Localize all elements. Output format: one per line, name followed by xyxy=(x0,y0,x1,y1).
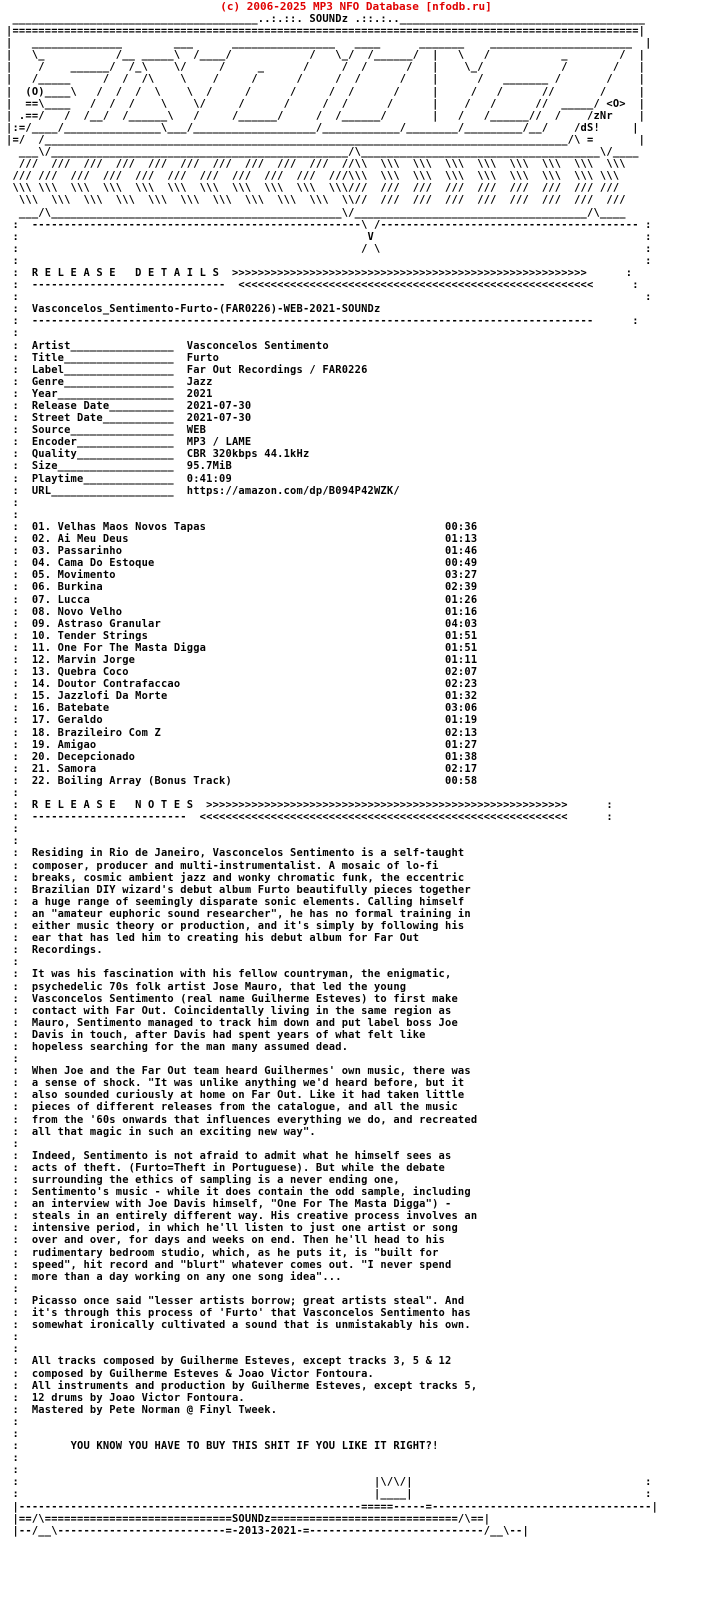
nfo-document xyxy=(6,13,658,1537)
detail-value-artist: Vasconcelos Sentimento xyxy=(186,339,329,352)
notes-text: contact with Far Out. Coincidentally living in the same region as xyxy=(31,1004,452,1017)
notes-line: : speed", hit record and "blurt" whatever comes out. "I never spend xyxy=(6,1258,452,1271)
notes-line: : hopeless searching for the man many assumed dead. xyxy=(6,1040,349,1053)
footer-rule: |-----------------------------------------------------=====-----=----------------------------------| xyxy=(6,1500,659,1513)
track-row: : 07. Lucca 01:26 xyxy=(6,593,478,606)
notes-line: : Picasso once said "lesser artists borrow; great artists steal". And xyxy=(6,1294,465,1307)
track-time: 03:06 xyxy=(445,702,478,715)
detail-row-release-date: : Release Date__________ 2021-07-30 xyxy=(6,400,252,412)
notes-line: : ear that has led him to creating his debut album for Far Out xyxy=(6,932,420,945)
track-time: 02:23 xyxy=(445,678,478,691)
track-title: 07. Lucca xyxy=(31,593,90,606)
detail-row-year: : Year__________________ 2021 xyxy=(6,387,213,400)
track-title: 13. Quebra Coco xyxy=(31,666,129,679)
ascii-art-line: ___/\_____________________________________________\/____________________________________/\____ xyxy=(6,206,626,219)
detail-row-street-date: : Street Date___________ 2021-07-30 xyxy=(6,412,252,425)
notes-text: surrounding the ethics of sampling is a never ending one, xyxy=(31,1174,400,1186)
track-time: 02:39 xyxy=(445,581,478,594)
detail-value-title: Furto xyxy=(186,351,220,364)
notes-text: it's through this process of 'Furto' that Vasconcelos Sentimento has xyxy=(31,1307,471,1320)
spacer-line: : xyxy=(6,1343,19,1356)
ascii-art-line: \\\ \\\ \\\ \\\ \\\ \\\ \\\ \\\ \\\ \\\ \\\/// /// /// /// /// /// /// /// /// xyxy=(6,182,620,195)
detail-row-label: : Label_________________ Far Out Recordings / FAR0226 xyxy=(6,363,368,376)
track-title: 18. Brazileiro Com Z xyxy=(31,726,161,739)
notes-text: pieces of different releases from the catalogue, and all the music xyxy=(31,1101,458,1114)
track-time: 03:27 xyxy=(445,569,478,582)
credits-line: : 12 drums by Joao Victor Fontoura. xyxy=(6,1391,245,1404)
ascii-art-line: ______________________________________..:.::. SOUNDz .::.:..______________________________________ xyxy=(6,13,646,25)
notes-text: speed", hit record and "blurt" whatever comes out. "I never spend xyxy=(31,1258,452,1271)
spacer-line: : xyxy=(6,1331,19,1344)
section-heading-release-details: : R E L E A S E D E T A I L S >>>>>>>>>>>>>>>>>>>>>>>>>>>>>>>>>>>>>>>>>>>>>>>>>>>>>>> : xyxy=(6,266,633,279)
credits-text: All tracks composed by Guilherme Esteves, except tracks 3, 5 & 12 xyxy=(31,1355,452,1368)
notes-line: : Davis in touch, after Davis had spent years of what felt like xyxy=(6,1028,426,1041)
spacer-line: : xyxy=(6,1427,19,1440)
track-title: 01. Velhas Maos Novos Tapas xyxy=(31,520,207,533)
ascii-art-line: : V : xyxy=(6,230,652,243)
ascii-art-line: | ______________ ___ ________________ ____ _______ ______________________ | xyxy=(6,37,652,50)
credits-text: 12 drums by Joao Victor Fontoura. xyxy=(31,1391,245,1404)
ascii-art-line: : / \ : xyxy=(6,242,652,255)
release-name-line: : Vasconcelos_Sentimento-Furto-(FAR0226)-WEB-2021-SOUNDz xyxy=(6,303,381,316)
spacer-line: : xyxy=(6,1053,19,1066)
detail-value-size: 95.7MiB xyxy=(186,460,232,473)
notes-line: : a sense of shock. "It was unlike anything we'd heard before, but it xyxy=(6,1077,465,1090)
notes-text: Recordings. xyxy=(31,944,103,957)
track-title: 16. Batebate xyxy=(31,702,110,715)
detail-value-street-date: 2021-07-30 xyxy=(186,412,252,425)
notes-line: : a huge range of seemingly disparate sonic elements. Calling himself xyxy=(6,895,465,908)
track-time: 01:46 xyxy=(445,545,478,558)
footer-brand-line: |==/\=============================SOUNDz=============================/\==| xyxy=(6,1512,491,1525)
notes-text: steals in an entirely different way. His creative process involves an xyxy=(31,1210,478,1223)
track-time: 01:26 xyxy=(445,593,478,606)
track-time: 02:17 xyxy=(445,762,478,775)
notes-line: : also sounded curiously at home on Far Out. Like it had taken little xyxy=(6,1089,465,1102)
detail-value-source: WEB xyxy=(186,424,207,437)
detail-row-playtime: : Playtime______________ 0:41:09 xyxy=(6,472,232,485)
track-row: : 15. Jazzlofi Da Morte 01:32 xyxy=(6,690,478,703)
track-time: 04:03 xyxy=(445,617,478,630)
notes-text: an "amateur euphoric sound researcher", he has no formal training in xyxy=(31,907,471,920)
notes-text: intensive period, in which he'll listen to just one artist or song xyxy=(31,1222,458,1235)
notes-line: : Mauro, Sentimento managed to track him down and put label boss Joe xyxy=(6,1016,458,1029)
track-row: : 18. Brazileiro Com Z 02:13 xyxy=(6,726,478,739)
spacer-line: : xyxy=(6,1464,19,1477)
detail-row-size: : Size__________________ 95.7MiB xyxy=(6,460,232,473)
notes-text: psychedelic 70s folk artist Jose Mauro, that led the young xyxy=(31,980,407,993)
spacer-line: : xyxy=(6,1137,19,1150)
track-row: : 22. Boiling Array (Bonus Track) 00:58 xyxy=(6,774,478,787)
spacer-line: : xyxy=(6,787,19,799)
notes-text: over and over, for days and weeks on end. Then he'll head to his xyxy=(31,1234,445,1247)
ascii-art-line: : |\/\/| : xyxy=(6,1476,652,1489)
ascii-art-line: | \_ /__ _____\ /____/ / \_/ /______/ | \ / _ / | xyxy=(6,49,646,62)
track-row: : 08. Novo Velho 01:16 xyxy=(6,605,478,618)
track-title: 17. Geraldo xyxy=(31,714,103,727)
track-title: 19. Amigao xyxy=(31,738,97,751)
credits-text: composed by Guilherme Esteves & Joao Victor Fontoura. xyxy=(31,1367,374,1380)
track-row: : 03. Passarinho 01:46 xyxy=(6,545,478,558)
notes-line: : steals in an entirely different way. His creative process involves an xyxy=(6,1210,478,1223)
track-time: 01:51 xyxy=(445,629,478,642)
notes-text: Sentimento's music - while it does contain the odd sample, including xyxy=(31,1186,471,1199)
slogan-line: : YOU KNOW YOU HAVE TO BUY THIS SHIT IF YOU LIKE IT RIGHT?! xyxy=(6,1440,439,1453)
credits-line: : composed by Guilherme Esteves & Joao Victor Fontoura. xyxy=(6,1367,374,1380)
notes-line: : Vasconcelos Sentimento (real name Guilherme Esteves) to first make xyxy=(6,992,458,1005)
detail-row-artist: : Artist________________ Vasconcelos Sentimento xyxy=(6,339,329,352)
notes-line: : When Joe and the Far Out team heard Guilhermes' own music, there was xyxy=(6,1065,471,1078)
credits-line: : All tracks composed by Guilherme Esteves, except tracks 3, 5 & 12 xyxy=(6,1355,452,1368)
track-time: 01:51 xyxy=(445,641,478,654)
detail-value-year: 2021 xyxy=(186,387,213,400)
detail-value-genre: Jazz xyxy=(186,375,213,388)
notes-line: : it's through this process of 'Furto' that Vasconcelos Sentimento has xyxy=(6,1307,471,1320)
spacer-line: : xyxy=(6,1415,19,1428)
section-rule: : ------------------------------ <<<<<<<<<<<<<<<<<<<<<<<<<<<<<<<<<<<<<<<<<<<<<<<<<<<<<<< : xyxy=(6,279,639,292)
track-title: 03. Passarinho xyxy=(31,545,123,558)
spacer-line: : xyxy=(6,327,19,340)
notes-text: Residing in Rio de Janeiro, Vasconcelos Sentimento is a self-taught xyxy=(31,847,465,860)
footer-brand: SOUNDz xyxy=(231,1512,271,1525)
notes-line: : either music theory or production, and it's simply by following his xyxy=(6,920,465,933)
notes-text: hopeless searching for the man many assumed dead. xyxy=(31,1040,349,1053)
track-time: 02:13 xyxy=(445,726,478,739)
notes-line: : Residing in Rio de Janeiro, Vasconcelos Sentimento is a self-taught xyxy=(6,847,465,860)
ascii-art-line: |=/ /_________________________________________________________________________________/\ = | xyxy=(6,133,646,146)
footer-years-line: |--/__\--------------------------=-2013-2021-=---------------------------/__\--| xyxy=(6,1524,529,1537)
detail-row-genre: : Genre_________________ Jazz xyxy=(6,375,213,388)
section-heading-release-notes: : R E L E A S E N O T E S >>>>>>>>>>>>>>>>>>>>>>>>>>>>>>>>>>>>>>>>>>>>>>>>>>>>>>>> : xyxy=(6,799,613,812)
notes-line: : It was his fascination with his fellow countryman, the enigmatic, xyxy=(6,968,452,981)
notes-text: from the '60s onwards that influences everything we do, and recreated xyxy=(31,1113,478,1126)
track-row: : 14. Doutor Contrafaccao 02:23 xyxy=(6,678,478,691)
track-title: 20. Decepcionado xyxy=(31,750,136,763)
track-title: 05. Movimento xyxy=(31,569,116,582)
notes-text: acts of theft. (Furto=Theft in Portuguese). But while the debate xyxy=(31,1161,445,1174)
track-time: 01:38 xyxy=(445,750,478,763)
detail-value-label: Far Out Recordings / FAR0226 xyxy=(186,363,368,376)
track-row: : 21. Samora 02:17 xyxy=(6,762,478,775)
track-title: 06. Burkina xyxy=(31,581,103,594)
ascii-art-line: | ==\____ / / / \ \/ / / / / / | / / // _____/ <O> | xyxy=(6,97,646,110)
track-title: 09. Astraso Granular xyxy=(31,617,161,630)
spacer-line: : xyxy=(6,956,19,969)
ascii-art-line: | /_____ / / /\ \ / / / / / / | / _______ / / | xyxy=(6,73,646,86)
notes-line: : over and over, for days and weeks on end. Then he'll head to his xyxy=(6,1234,445,1247)
spacer-line: : xyxy=(6,823,19,836)
ascii-art-line: /// /// /// /// /// /// /// /// /// /// //\\ \\\ \\\ \\\ \\\ \\\ \\\ \\\ \\\ xyxy=(6,158,626,171)
notes-line: : from the '60s onwards that influences everything we do, and recreated xyxy=(6,1113,478,1126)
track-time: 01:16 xyxy=(445,605,478,618)
track-time: 02:07 xyxy=(445,666,478,679)
notes-text: more than a day working on any one song idea"... xyxy=(31,1270,342,1283)
ascii-art-line: : |____| : xyxy=(6,1488,652,1501)
copyright-notice: (c) 2006-2025 MP3 NFO Database [nfodb.ru] xyxy=(220,0,492,13)
ascii-art-line: : ---------------------------------------------------\ /---------------------------------------- : xyxy=(6,218,652,231)
notes-text: all that magic in such an exciting new way". xyxy=(31,1125,316,1138)
notes-line: : Recordings. xyxy=(6,944,103,957)
notes-line: : composer, producer and multi-instrumentalist. A mosaic of lo-fi xyxy=(6,859,439,872)
slogan: YOU KNOW YOU HAVE TO BUY THIS SHIT IF YOU LIKE IT RIGHT?! xyxy=(70,1440,439,1453)
footer-years: 2013-2021 xyxy=(238,1524,297,1537)
ascii-art-line: /// /// /// /// /// /// /// /// /// /// ///\\\ \\\ \\\ \\\ \\\ \\\ \\\ \\\ \\\ xyxy=(6,170,620,183)
notes-line: : Sentimento's music - while it does contain the odd sample, including xyxy=(6,1186,471,1199)
track-row: : 01. Velhas Maos Novos Tapas 00:36 xyxy=(6,520,478,533)
notes-line: : surrounding the ethics of sampling is a never ending one, xyxy=(6,1174,400,1186)
notes-text: Indeed, Sentimento is not afraid to admit what he himself sees as xyxy=(31,1149,452,1162)
track-title: 10. Tender Strings xyxy=(31,629,149,642)
notes-text: an interview with Joe Davis himself, "One For The Masta Digga") - xyxy=(31,1198,452,1211)
credits-line: : Mastered by Pete Norman @ Finyl Tweek. xyxy=(6,1403,278,1416)
ascii-art-line: |:=/____/_______________\___/___________________/____________/________/_________/__/ /dS! | xyxy=(6,121,639,134)
track-time: 01:11 xyxy=(445,653,478,666)
track-row: : 12. Marvin Jorge 01:11 xyxy=(6,653,478,666)
detail-value-release-date: 2021-07-30 xyxy=(186,400,252,412)
notes-text: a sense of shock. "It was unlike anything we'd heard before, but it xyxy=(31,1077,465,1090)
track-title: 22. Boiling Array (Bonus Track) xyxy=(31,774,232,787)
notes-line: : pieces of different releases from the catalogue, and all the music xyxy=(6,1101,458,1114)
track-title: 11. One For The Masta Digga xyxy=(31,641,207,654)
notes-line: : all that magic in such an exciting new way". xyxy=(6,1125,316,1138)
notes-line: : more than a day working on any one song idea"... xyxy=(6,1270,342,1283)
notes-text: It was his fascination with his fellow countryman, the enigmatic, xyxy=(31,968,452,981)
detail-row-source: : Source________________ WEB xyxy=(6,424,207,437)
credits-line: : All instruments and production by Guilherme Esteves, except tracks 5, xyxy=(6,1379,478,1392)
track-time: 01:19 xyxy=(445,714,478,727)
notes-line: : psychedelic 70s folk artist Jose Mauro, that led the young xyxy=(6,980,407,993)
track-row: : 13. Quebra Coco 02:07 xyxy=(6,666,478,679)
detail-row-encoder: : Encoder_______________ MP3 / LAME xyxy=(6,436,252,449)
track-row: : 02. Ai Meu Deus 01:13 xyxy=(6,533,478,546)
track-row: : 19. Amigao 01:27 xyxy=(6,738,478,751)
notes-line: : somewhat ironically cultivated a sound that is unmistakably his own. xyxy=(6,1319,471,1332)
ascii-art-line: |=================================================================================================| xyxy=(6,25,646,38)
notes-line: : rudimentary bedroom studio, which, as he puts it, is "built for xyxy=(6,1246,439,1259)
ascii-art-line: \\\ \\\ \\\ \\\ \\\ \\\ \\\ \\\ \\\ \\\ \\// /// /// /// /// /// /// /// /// xyxy=(6,194,626,207)
track-title: 21. Samora xyxy=(31,762,97,775)
track-title: 08. Novo Velho xyxy=(31,605,123,618)
notes-text: Davis in touch, after Davis had spent years of what felt like xyxy=(31,1028,426,1041)
ascii-art-line: : : xyxy=(6,254,652,267)
notes-text: Picasso once said "lesser artists borrow; great artists steal". And xyxy=(31,1294,465,1307)
notes-text: When Joe and the Far Out team heard Guilhermes' own music, there was xyxy=(31,1065,471,1078)
ascii-art-line: | .==/ / /__/ /______\ / /______/ / /______/ | / /______// / /zNr | xyxy=(6,109,646,122)
track-time: 00:58 xyxy=(445,774,478,787)
notes-line: : contact with Far Out. Coincidentally living in the same region as xyxy=(6,1004,452,1017)
notes-line: : an "amateur euphoric sound researcher", he has no formal training in xyxy=(6,907,471,920)
spacer-line: : xyxy=(6,835,19,848)
notes-text: Brazilian DIY wizard's debut album Furto beautifully pieces together xyxy=(31,883,471,896)
spacer-line: : : xyxy=(6,291,652,304)
ascii-art-line: ___\/______________________________________________/\_____________________________________\/____ xyxy=(6,146,639,159)
track-row: : 11. One For The Masta Digga 01:51 xyxy=(6,641,478,654)
track-row: : 17. Geraldo 01:19 xyxy=(6,714,478,727)
track-row: : 16. Batebate 03:06 xyxy=(6,702,478,715)
detail-row-url: : URL___________________ https://amazon.com/dp/B094P42WZK/ xyxy=(6,484,400,497)
track-row: : 20. Decepcionado 01:38 xyxy=(6,750,478,763)
notes-text: also sounded curiously at home on Far Out. Like it had taken little xyxy=(31,1089,465,1102)
notes-text: Mauro, Sentimento managed to track him down and put label boss Joe xyxy=(31,1016,458,1029)
track-title: 14. Doutor Contrafaccao xyxy=(31,678,181,691)
track-row: : 04. Cama Do Estoque 00:49 xyxy=(6,557,478,570)
track-time: 00:36 xyxy=(445,520,478,533)
notes-line: : intensive period, in which he'll listen to just one artist or song xyxy=(6,1222,458,1235)
notes-text: somewhat ironically cultivated a sound that is unmistakably his own. xyxy=(31,1319,471,1332)
track-row: : 09. Astraso Granular 04:03 xyxy=(6,617,478,630)
section-rule: : ------------------------ <<<<<<<<<<<<<<<<<<<<<<<<<<<<<<<<<<<<<<<<<<<<<<<<<<<<<<<<< : xyxy=(6,811,613,824)
track-row: : 05. Movimento 03:27 xyxy=(6,569,478,582)
spacer-line: : xyxy=(6,496,19,509)
track-row: : 06. Burkina 02:39 xyxy=(6,581,478,594)
notes-text: either music theory or production, and it's simply by following his xyxy=(31,920,465,933)
spacer-line: : xyxy=(6,508,19,521)
credits-text: All instruments and production by Guilherme Esteves, except tracks 5, xyxy=(31,1379,478,1392)
track-row: : 10. Tender Strings 01:51 xyxy=(6,629,478,642)
notes-text: a huge range of seemingly disparate sonic elements. Calling himself xyxy=(31,895,465,908)
track-title: 04. Cama Do Estoque xyxy=(31,557,155,570)
track-time: 01:13 xyxy=(445,533,478,546)
ascii-art-line: | (O)____\ / / / \ \ / / / / / / | / / // / | xyxy=(6,85,646,98)
notes-text: Vasconcelos Sentimento (real name Guilherme Esteves) to first make xyxy=(31,992,458,1005)
ascii-art-line: | / ______/ /_\ \/ / _ / / / / | \_/ / / | xyxy=(6,61,646,74)
release-name: Vasconcelos_Sentimento-Furto-(FAR0226)-WEB-2021-SOUNDz xyxy=(31,303,381,316)
spacer-line: : xyxy=(6,1452,19,1465)
notes-line: : Indeed, Sentimento is not afraid to admit what he himself sees as xyxy=(6,1149,452,1162)
notes-line: : breaks, cosmic ambient jazz and wonky chromatic funk, the eccentric xyxy=(6,871,465,884)
nfo-text-lines xyxy=(6,13,658,1537)
notes-text: rudimentary bedroom studio, which, as he puts it, is "built for xyxy=(31,1246,439,1259)
detail-value-quality: CBR 320kbps 44.1kHz xyxy=(186,448,310,461)
detail-value-encoder: MP3 / LAME xyxy=(186,436,252,449)
notes-line: : an interview with Joe Davis himself, "One For The Masta Digga") - xyxy=(6,1198,452,1211)
track-time: 01:32 xyxy=(445,690,478,703)
track-title: 12. Marvin Jorge xyxy=(31,653,136,666)
detail-value-playtime: 0:41:09 xyxy=(186,472,232,485)
detail-row-quality: : Quality_______________ CBR 320kbps 44.1kHz xyxy=(6,448,310,461)
credits-text: Mastered by Pete Norman @ Finyl Tweek. xyxy=(31,1403,278,1416)
track-title: 02. Ai Meu Deus xyxy=(31,533,129,546)
notes-text: ear that has led him to creating his debut album for Far Out xyxy=(31,932,420,945)
detail-row-title: : Title_________________ Furto xyxy=(6,351,220,364)
track-time: 00:49 xyxy=(445,557,478,570)
track-title: 15. Jazzlofi Da Morte xyxy=(31,690,168,703)
notes-line: : acts of theft. (Furto=Theft in Portuguese). But while the debate xyxy=(6,1161,445,1174)
notes-text: composer, producer and multi-instrumentalist. A mosaic of lo-fi xyxy=(31,859,439,872)
detail-value-url: https://amazon.com/dp/B094P42WZK/ xyxy=(186,484,400,497)
spacer-line: : xyxy=(6,1282,19,1295)
notes-line: : Brazilian DIY wizard's debut album Furto beautifully pieces together xyxy=(6,883,471,896)
notes-text: breaks, cosmic ambient jazz and wonky chromatic funk, the eccentric xyxy=(31,871,465,884)
section-rule: : --------------------------------------------------------------------------------------- : xyxy=(6,315,639,328)
track-time: 01:27 xyxy=(445,738,478,751)
